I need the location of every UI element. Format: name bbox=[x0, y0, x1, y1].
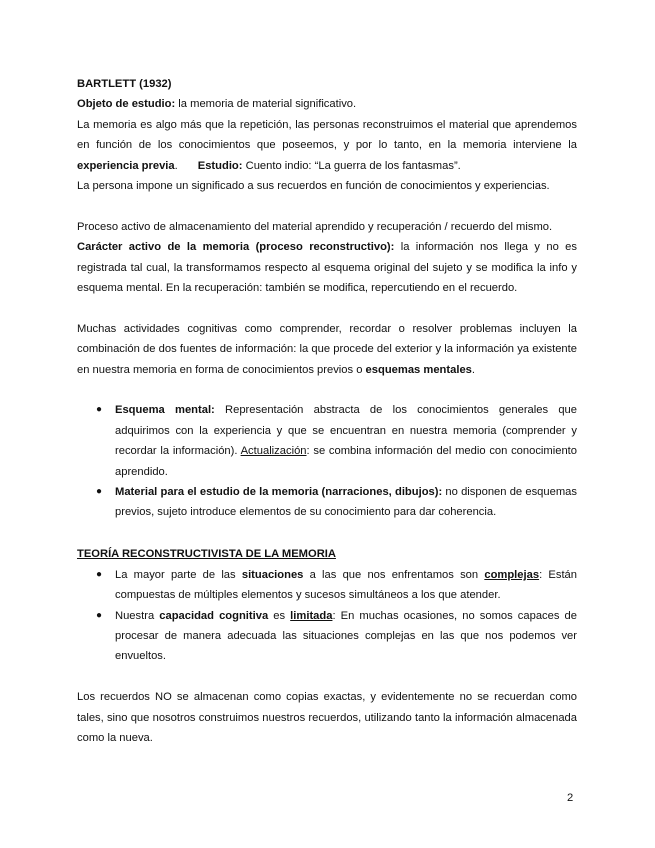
paragraph-caracter: Carácter activo de la memoria (proceso reconstructivo): la información nos llega y no es registrada tal cual, la transformamos respecto al esquema original del sujeto y se modifica la info y esquema mental. En la recuperación: también se modifica, repercutiendo en el recuerdo. bbox=[77, 241, 577, 295]
list-item: ● Esquema mental: Representación abstracta de los conocimientos generales que adquirimos con la experiencia y que se encuentran en nuestra memoria (comprender y recordar la información). Actualización: se combina información del medio con conocimiento aprendido. bbox=[77, 400, 577, 482]
paragraph-actividades: Muchas actividades cognitivas como comprender, recordar o resolver problemas incluyen la combinación de dos fuentes de información: la que procede del exterior y la información ya existente en nuestra memoria en forma de conocimientos previos o esquemas mentales. bbox=[77, 322, 577, 376]
bullet-icon: ● bbox=[96, 404, 103, 416]
paragraph-recuerdos: Los recuerdos NO se almacenan como copias exactas, y evidentemente no se recuerdan como tales, sino que nosotros construimos nuestros recuerdos, utilizando tanto la información almacenada como la nueva. bbox=[77, 691, 577, 744]
paragraph-persona: La persona impone un significado a sus recuerdos en función de conocimientos y experiencias. bbox=[77, 180, 550, 193]
list-item: ● La mayor parte de las situaciones a las que nos enfrentamos son complejas: Están compuestas de múltiples elementos y sucesos simultáneos a los que atender. bbox=[77, 565, 577, 606]
section-title: BARTLETT (1932) bbox=[77, 78, 172, 90]
list-item: ● Material para el estudio de la memoria (narraciones, dibujos): no disponen de esquemas previos, sujeto introduce elementos de su conocimiento para dar coherencia. bbox=[77, 482, 577, 523]
page-number: 2 bbox=[567, 792, 574, 804]
document-page bbox=[77, 74, 577, 748]
bullet-icon: ● bbox=[96, 568, 103, 580]
bullet-list-esquemas bbox=[77, 400, 577, 522]
paragraph-proceso: Proceso activo de almacenamiento del material aprendido y recuperación / recuerdo del mismo. bbox=[77, 220, 553, 233]
paragraph-memoria: La memoria es algo más que la repetición, las personas reconstruimos el material que aprendemos en función de los conocimientos que poseemos, y por lo tanto, en la memoria interviene la experiencia previa. Estudio: Cuento indio: “La guerra de los fantasmas”. bbox=[77, 118, 577, 172]
section-heading: TEORÍA RECONSTRUCTIVISTA DE LA MEMORIA bbox=[77, 548, 336, 561]
list-item: ● Nuestra capacidad cognitiva es limitada: En muchas ocasiones, no somos capaces de procesar de manera adecuada las situaciones complejas en las que nos podemos ver envueltos. bbox=[77, 606, 577, 667]
bullet-icon: ● bbox=[96, 486, 103, 498]
bullet-icon: ● bbox=[96, 609, 103, 621]
bullet-list-teoria bbox=[77, 565, 577, 667]
objeto-line: Objeto de estudio: la memoria de material significativo. bbox=[77, 98, 357, 111]
